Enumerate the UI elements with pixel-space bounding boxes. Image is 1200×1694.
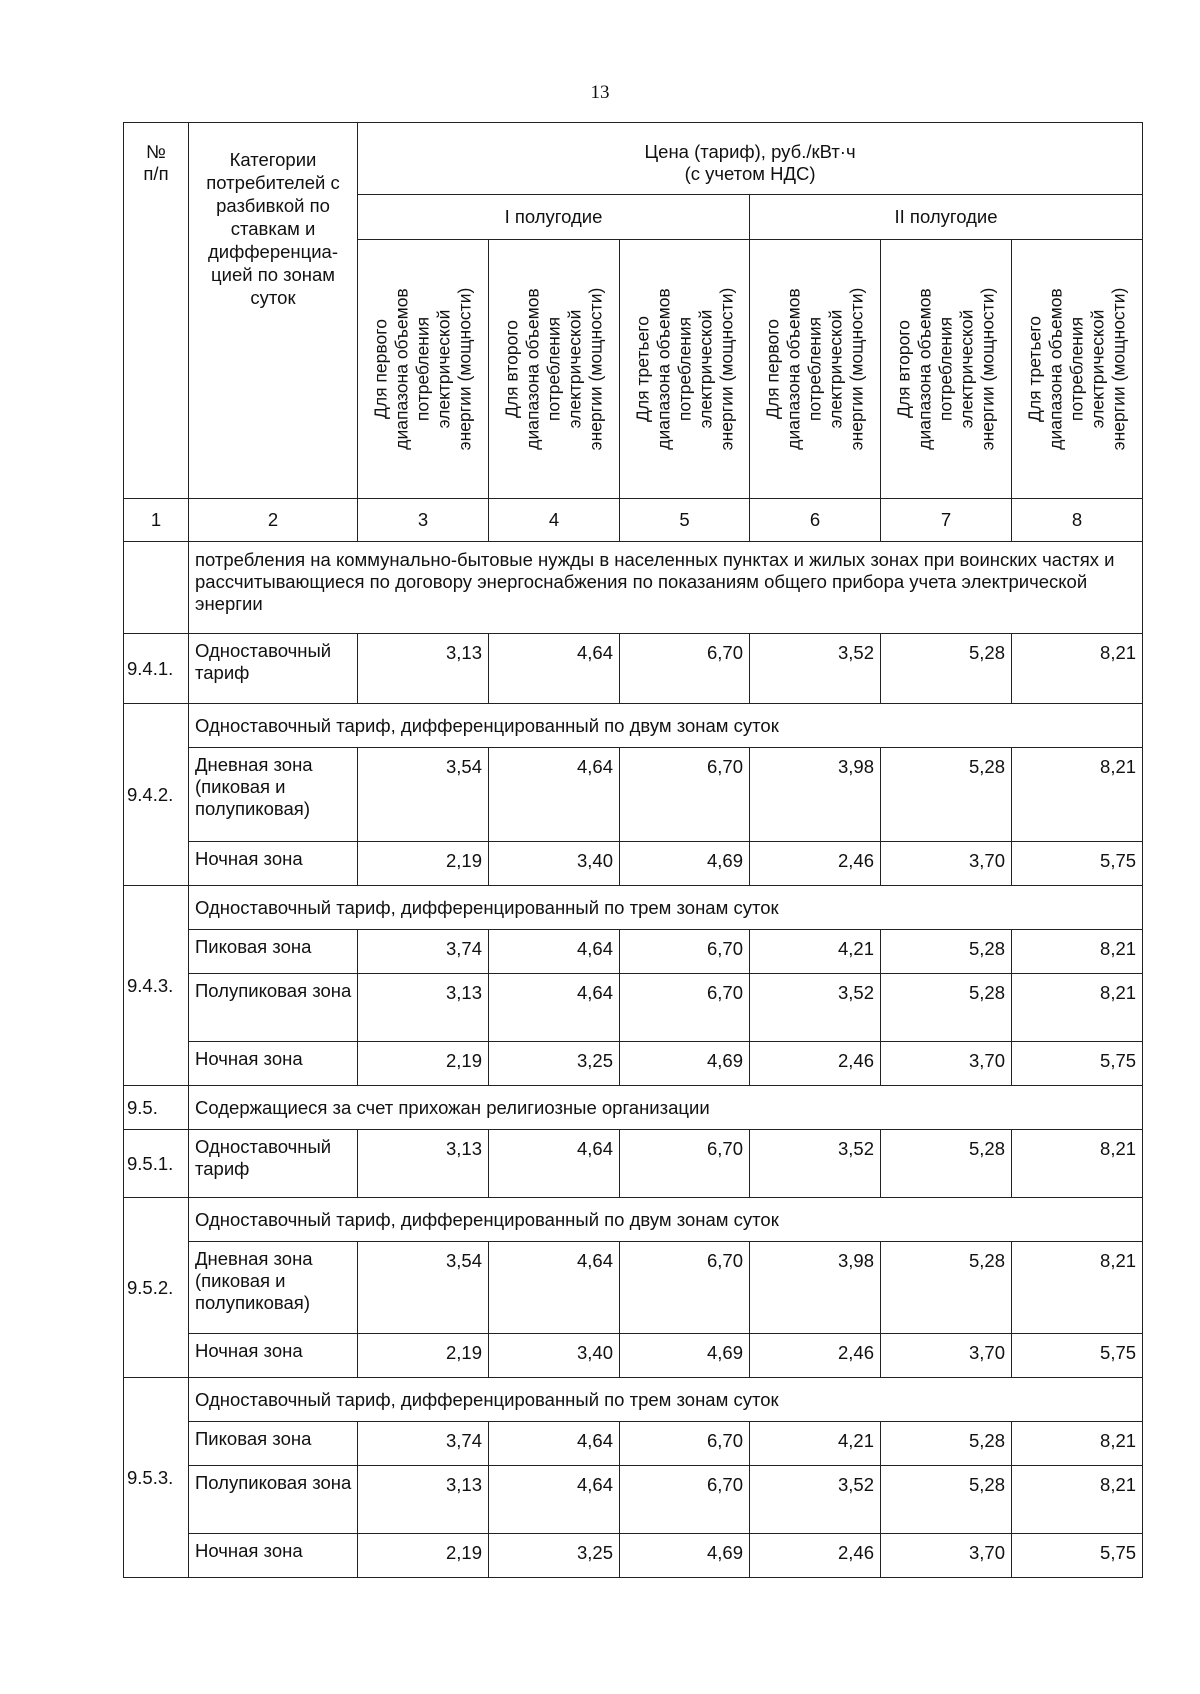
value-cell: 8,21: [1012, 1242, 1143, 1334]
table-row: [124, 842, 1143, 886]
value-cell: 4,64: [489, 930, 620, 974]
value-cell: 5,28: [881, 1242, 1012, 1334]
value-cell: 4,64: [489, 974, 620, 1042]
value-cell: 5,28: [881, 1466, 1012, 1534]
value-cell: 5,28: [881, 974, 1012, 1042]
continuation-text: потребления на коммунально-бытовые нужды в населенных пунктах и жилых зонах при воинских частях и рассчитывающиеся по договору энергоснабжения по показаниям общего прибора учета электрической энергии: [189, 542, 1143, 634]
value-cell: 3,52: [750, 634, 881, 704]
value-cell: 4,69: [620, 1042, 750, 1086]
value-cell: 3,40: [489, 1334, 620, 1378]
table-row: [124, 748, 1143, 842]
value-cell: 4,69: [620, 1334, 750, 1378]
value-cell: 3,13: [358, 974, 489, 1042]
table-row: [124, 1042, 1143, 1086]
section-row: [124, 1086, 1143, 1130]
value-cell: 5,28: [881, 634, 1012, 704]
value-cell: 5,28: [881, 1130, 1012, 1198]
empty-cell: [124, 542, 189, 634]
row-number: 9.5.2.: [124, 1198, 189, 1378]
table-row: [124, 1466, 1143, 1534]
row-number: 9.5.3.: [124, 1378, 189, 1578]
tariff-table: [123, 122, 1143, 1578]
table-row: [124, 974, 1143, 1042]
row-label: Дневная зона (пиковая и полупиковая): [189, 748, 358, 842]
value-cell: 6,70: [620, 1466, 750, 1534]
value-cell: 6,70: [620, 634, 750, 704]
value-cell: 6,70: [620, 1242, 750, 1334]
header-row-number: № п/п: [124, 123, 189, 499]
section-title: Содержащиеся за счет прихожан религиозные организации: [189, 1086, 1143, 1130]
col-number: 8: [1012, 499, 1143, 542]
header-price: Цена (тариф), руб./кВт·ч (с учетом НДС): [358, 123, 1143, 195]
header-range-1: Для первого диапазона объемов потребления электрической энергии (мощности): [358, 240, 489, 499]
col-number: 2: [189, 499, 358, 542]
value-cell: 3,40: [489, 842, 620, 886]
value-cell: 8,21: [1012, 634, 1143, 704]
value-cell: 4,64: [489, 634, 620, 704]
value-cell: 5,75: [1012, 1334, 1143, 1378]
value-cell: 3,74: [358, 930, 489, 974]
value-cell: 3,54: [358, 748, 489, 842]
header-row-1: [124, 123, 1143, 195]
value-cell: 4,69: [620, 842, 750, 886]
value-cell: 8,21: [1012, 930, 1143, 974]
row-number: 9.4.2.: [124, 704, 189, 886]
value-cell: 6,70: [620, 974, 750, 1042]
value-cell: 8,21: [1012, 748, 1143, 842]
row-number: 9.5.: [124, 1086, 189, 1130]
row-number: 9.5.1.: [124, 1130, 189, 1198]
column-number-row: [124, 499, 1143, 542]
value-cell: 3,52: [750, 1466, 881, 1534]
value-cell: 2,46: [750, 1534, 881, 1578]
value-cell: 3,70: [881, 1334, 1012, 1378]
row-label: Одноставочный тариф: [189, 1130, 358, 1198]
col-number: 4: [489, 499, 620, 542]
table-row: [124, 634, 1143, 704]
value-cell: 3,70: [881, 1534, 1012, 1578]
col-number: 6: [750, 499, 881, 542]
section-row: [124, 1198, 1143, 1242]
value-cell: 4,21: [750, 930, 881, 974]
row-label: Дневная зона (пиковая и полупиковая): [189, 1242, 358, 1334]
value-cell: 4,64: [489, 1422, 620, 1466]
section-title: Одноставочный тариф, дифференцированный по трем зонам суток: [189, 1378, 1143, 1422]
value-cell: 5,28: [881, 748, 1012, 842]
value-cell: 6,70: [620, 930, 750, 974]
table-row: [124, 1130, 1143, 1198]
table-row: [124, 1422, 1143, 1466]
value-cell: 3,25: [489, 1534, 620, 1578]
value-cell: 2,46: [750, 1042, 881, 1086]
section-title: Одноставочный тариф, дифференцированный по трем зонам суток: [189, 886, 1143, 930]
value-cell: 4,64: [489, 1130, 620, 1198]
value-cell: 6,70: [620, 1422, 750, 1466]
value-cell: 4,64: [489, 1466, 620, 1534]
value-cell: 4,69: [620, 1534, 750, 1578]
section-title: Одноставочный тариф, дифференцированный по двум зонам суток: [189, 704, 1143, 748]
value-cell: 4,64: [489, 1242, 620, 1334]
row-label: Ночная зона: [189, 1334, 358, 1378]
value-cell: 8,21: [1012, 1422, 1143, 1466]
value-cell: 5,28: [881, 930, 1012, 974]
col-number: 3: [358, 499, 489, 542]
value-cell: 5,75: [1012, 1042, 1143, 1086]
table-row: [124, 1334, 1143, 1378]
value-cell: 5,75: [1012, 1534, 1143, 1578]
row-number: 9.4.1.: [124, 634, 189, 704]
table-row: [124, 1242, 1143, 1334]
value-cell: 8,21: [1012, 1130, 1143, 1198]
header-range-2: Для второго диапазона объемов потребления электрической энергии (мощности): [489, 240, 620, 499]
col-number: 5: [620, 499, 750, 542]
value-cell: 2,19: [358, 1042, 489, 1086]
value-cell: 4,21: [750, 1422, 881, 1466]
header-range-4: Для первого диапазона объемов потребления электрической энергии (мощности): [750, 240, 881, 499]
value-cell: 3,74: [358, 1422, 489, 1466]
value-cell: 6,70: [620, 1130, 750, 1198]
header-half-1: I полугодие: [358, 195, 750, 240]
value-cell: 3,70: [881, 842, 1012, 886]
header-half-2: II полугодие: [750, 195, 1143, 240]
row-label: Одноставочный тариф: [189, 634, 358, 704]
value-cell: 3,25: [489, 1042, 620, 1086]
value-cell: 4,64: [489, 748, 620, 842]
value-cell: 2,19: [358, 1534, 489, 1578]
row-number: 9.4.3.: [124, 886, 189, 1086]
value-cell: 5,75: [1012, 842, 1143, 886]
value-cell: 3,98: [750, 748, 881, 842]
row-label: Пиковая зона: [189, 930, 358, 974]
section-row: [124, 886, 1143, 930]
col-number: 1: [124, 499, 189, 542]
table-row: [124, 1534, 1143, 1578]
continuation-row: [124, 542, 1143, 634]
header-category: Категории потребителей с разбивкой по ставкам и дифференциа-цией по зонам суток: [189, 123, 358, 499]
value-cell: 6,70: [620, 748, 750, 842]
value-cell: 3,13: [358, 1130, 489, 1198]
row-label: Ночная зона: [189, 1042, 358, 1086]
value-cell: 8,21: [1012, 1466, 1143, 1534]
section-row: [124, 1378, 1143, 1422]
value-cell: 3,13: [358, 1466, 489, 1534]
value-cell: 8,21: [1012, 974, 1143, 1042]
value-cell: 3,52: [750, 974, 881, 1042]
page-number: 13: [590, 82, 610, 103]
value-cell: 3,98: [750, 1242, 881, 1334]
value-cell: 2,19: [358, 1334, 489, 1378]
value-cell: 5,28: [881, 1422, 1012, 1466]
row-label: Полупиковая зона: [189, 974, 358, 1042]
section-title: Одноставочный тариф, дифференцированный по двум зонам суток: [189, 1198, 1143, 1242]
value-cell: 2,46: [750, 842, 881, 886]
section-row: [124, 704, 1143, 748]
row-label: Пиковая зона: [189, 1422, 358, 1466]
row-label: Ночная зона: [189, 1534, 358, 1578]
value-cell: 3,70: [881, 1042, 1012, 1086]
header-range-3: Для третьего диапазона объемов потребления электрической энергии (мощности): [620, 240, 750, 499]
header-range-6: Для третьего диапазона объемов потребления электрической энергии (мощности): [1012, 240, 1143, 499]
value-cell: 3,54: [358, 1242, 489, 1334]
value-cell: 3,13: [358, 634, 489, 704]
header-range-5: Для второго диапазона объемов потребления электрической энергии (мощности): [881, 240, 1012, 499]
value-cell: 3,52: [750, 1130, 881, 1198]
value-cell: 2,19: [358, 842, 489, 886]
col-number: 7: [881, 499, 1012, 542]
row-label: Полупиковая зона: [189, 1466, 358, 1534]
table-row: [124, 930, 1143, 974]
row-label: Ночная зона: [189, 842, 358, 886]
value-cell: 2,46: [750, 1334, 881, 1378]
